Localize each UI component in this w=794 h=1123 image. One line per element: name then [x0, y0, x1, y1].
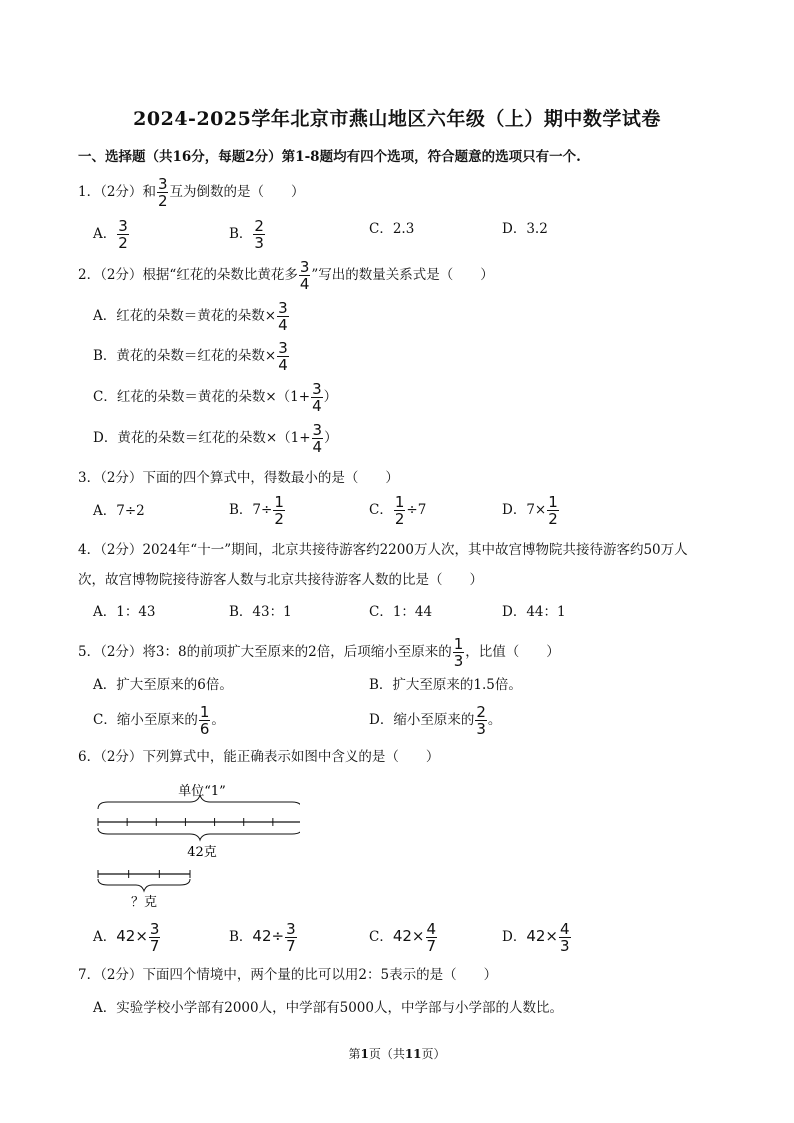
question-2: 2．（2分）根据“红花的朵数比黄花多 $\frac{3}{4}$ ”写出的数量关系式是（ ）: [78, 258, 494, 293]
fraction: $\frac{3}{2}$: [157, 175, 168, 210]
q2-option-c[interactable]: C．红花的朵数＝黄花的朵数×（1+ $\frac{3}{4}$ ）: [93, 380, 338, 415]
q4-option-c[interactable]: C．1：44: [369, 604, 433, 620]
total-label: 42克: [187, 845, 217, 860]
q5-option-a[interactable]: A．扩大至原来的6倍。: [93, 677, 233, 693]
q3-option-d[interactable]: D．7× $\frac{1}{2}$: [502, 493, 558, 528]
fraction: $\frac{1}{2}$: [394, 493, 405, 528]
question-4-line-2: 次，故宫博物院接待游客人数与北京共接待游客人数的比是（ ）: [78, 572, 483, 588]
fraction: $\frac{1}{2}$: [548, 493, 558, 528]
fraction: $\frac{1}{6}$: [199, 703, 210, 738]
q2-option-b[interactable]: B．黄花的朵数＝红花的朵数× $\frac{3}{4}$: [93, 339, 288, 374]
fraction: $\frac{1}{3}$: [453, 635, 464, 670]
fraction: $\frac{3}{7}$: [149, 920, 160, 955]
q2-option-a[interactable]: A．红花的朵数＝黄花的朵数× $\frac{3}{4}$: [93, 299, 288, 334]
segment-diagram: [90, 776, 300, 916]
fraction: $\frac{3}{7}$: [286, 920, 296, 955]
question-5: 5．（2分）将3：8的前项扩大至原来的2倍，后项缩小至原来的 $\frac{1}{3}$ ，比值（ ）: [78, 635, 560, 670]
fraction: $\frac{3}{4}$: [299, 258, 310, 293]
q7-option-a[interactable]: A．实验学校小学部有2000人，中学部有5000人，中学部与小学部的人数比。: [93, 1000, 563, 1016]
q1-option-b[interactable]: B． $\frac{2}{3}$: [229, 217, 264, 252]
q5-option-b[interactable]: B．扩大至原来的1.5倍。: [369, 677, 522, 693]
part-label: ？克: [130, 895, 158, 910]
fraction: $\frac{4}{3}$: [559, 920, 570, 955]
unit-label: 单位“1”: [178, 784, 226, 799]
q3-option-b[interactable]: B．7÷ $\frac{1}{2}$: [229, 493, 284, 528]
q4-option-a[interactable]: A．1：43: [93, 604, 156, 620]
fraction: $\frac{2}{3}$: [254, 217, 264, 252]
q5-option-c[interactable]: C．缩小至原来的 $\frac{1}{6}$ 。: [93, 703, 225, 738]
q6-option-d[interactable]: D．42× $\frac{4}{3}$: [502, 920, 570, 955]
question-7: 7．（2分）下面四个情境中，两个量的比可以用2：5表示的是（ ）: [78, 967, 498, 983]
part-brace: [98, 879, 190, 891]
q6-option-c[interactable]: C．42× $\frac{4}{7}$: [369, 920, 437, 955]
fraction: $\frac{3}{4}$: [312, 380, 322, 415]
q6-option-a[interactable]: A．42× $\frac{3}{7}$: [93, 920, 160, 955]
page-footer: 第1页（共11页）: [348, 1047, 446, 1061]
fraction: $\frac{4}{7}$: [426, 920, 437, 955]
page-title: 2024-2025学年北京市燕山地区六年级（上）期中数学试卷: [133, 108, 661, 130]
q1-option-d[interactable]: D．3.2: [502, 221, 548, 237]
fraction: $\frac{2}{3}$: [476, 703, 486, 738]
question-3: 3．（2分）下面的四个算式中，得数最小的是（ ）: [78, 470, 399, 486]
q4-option-d[interactable]: D．44：1: [502, 604, 566, 620]
fraction: $\frac{3}{2}$: [118, 217, 128, 252]
top-brace: [98, 795, 300, 809]
fraction: $\frac{3}{4}$: [278, 339, 288, 374]
q1-option-c[interactable]: C．2.3: [369, 221, 415, 237]
q1-option-a[interactable]: A． $\frac{3}{2}$: [93, 217, 128, 252]
q4-option-b[interactable]: B．43：1: [229, 604, 292, 620]
question-4-line-1: 4．（2分）2024年“十一”期间，北京共接待游客约2200万人次，其中故宫博物院共接待游客约50万人: [78, 542, 688, 558]
q3-option-a[interactable]: A．7÷2: [93, 503, 145, 519]
fraction: $\frac{1}{2}$: [274, 493, 284, 528]
q2-option-d[interactable]: D．黄花的朵数＝红花的朵数×（1+ $\frac{3}{4}$ ）: [93, 421, 338, 456]
q5-option-d[interactable]: D．缩小至原来的 $\frac{2}{3}$ 。: [369, 703, 502, 738]
question-6: 6．（2分）下列算式中，能正确表示如图中含义的是（ ）: [78, 749, 440, 765]
question-1: 1．（2分）和 $\frac{3}{2}$ 互为倒数的是（ ）: [78, 175, 305, 210]
fraction: $\frac{3}{4}$: [312, 421, 323, 456]
q3-option-c[interactable]: C． $\frac{1}{2}$ ÷7: [369, 493, 427, 528]
q6-option-b[interactable]: B．42÷ $\frac{3}{7}$: [229, 920, 296, 955]
bottom-brace: [98, 828, 300, 840]
fraction: $\frac{3}{4}$: [278, 299, 288, 334]
section-heading: 一、选择题（共16分，每题2分）第1-8题均有四个选项，符合题意的选项只有一个.: [78, 149, 581, 165]
